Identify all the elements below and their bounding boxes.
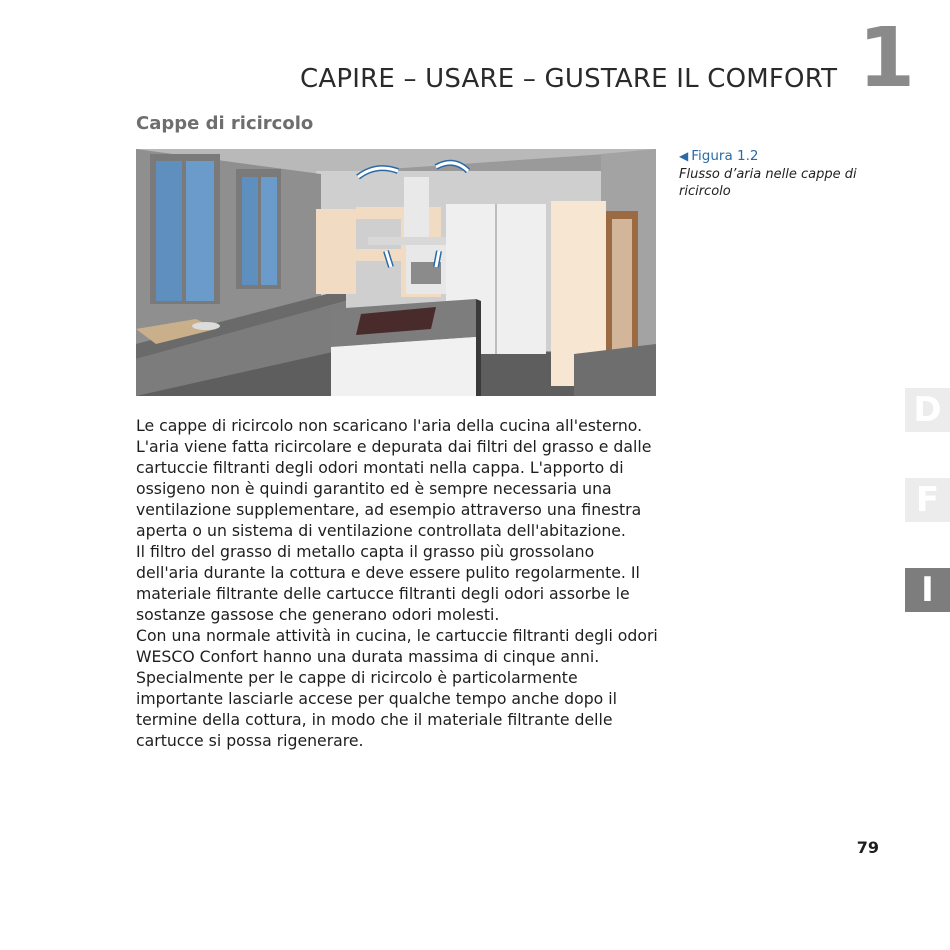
body-text bbox=[136, 415, 661, 751]
figure-label bbox=[679, 148, 758, 164]
figure-label-text: Figura 1.2 bbox=[691, 148, 759, 164]
chapter-number: 1 bbox=[858, 11, 916, 106]
figure-caption: Flusso d’aria nelle cappe di ricircolo bbox=[679, 167, 857, 199]
language-tab-f[interactable]: F bbox=[905, 478, 950, 522]
chapter-title: CAPIRE – USARE – GUSTARE IL COMFORT bbox=[300, 64, 838, 94]
language-tab-i[interactable]: I bbox=[905, 568, 950, 612]
kitchen-illustration bbox=[136, 149, 656, 396]
page-number: 79 bbox=[856, 838, 879, 857]
body-paragraph: Le cappe di ricircolo non scaricano l'aria della cucina all'esterno. L'aria viene fatta ricircolare e depurata dai filtri del grasso e dalle cartuccie filtranti degli odori montati nella cappa. L'apporto di ossigeno non è quindi garantito ed è sempre necessaria una ventilazione supplementare, ad esempio attraverso una finestra aperta o un sistema di ventilazione controllata dell'abitazione. bbox=[136, 416, 652, 540]
language-tab-d[interactable]: D bbox=[905, 388, 950, 432]
triangle-left-icon: ◀ bbox=[679, 149, 689, 163]
body-paragraph: Con una normale attività in cucina, le cartuccie filtranti degli odori WESCO Confort hanno una durata massima di cinque anni. Specialmente per le cappe di ricircolo è particolarmente importante lasciarle accese per qualche tempo anche dopo il termine della cottura, in modo che il materiale filtrante delle cartucce si possa rigenerare. bbox=[136, 626, 658, 750]
section-heading: Cappe di ricircolo bbox=[136, 113, 314, 134]
body-paragraph: Il filtro del grasso di metallo capta il grasso più grossolano dell'aria durante la cottura e deve essere pulito regolarmente. Il materiale filtrante delle cartucce filtranti degli odori assorbe le sostanze gassose che generano odori molesti. bbox=[136, 542, 640, 624]
